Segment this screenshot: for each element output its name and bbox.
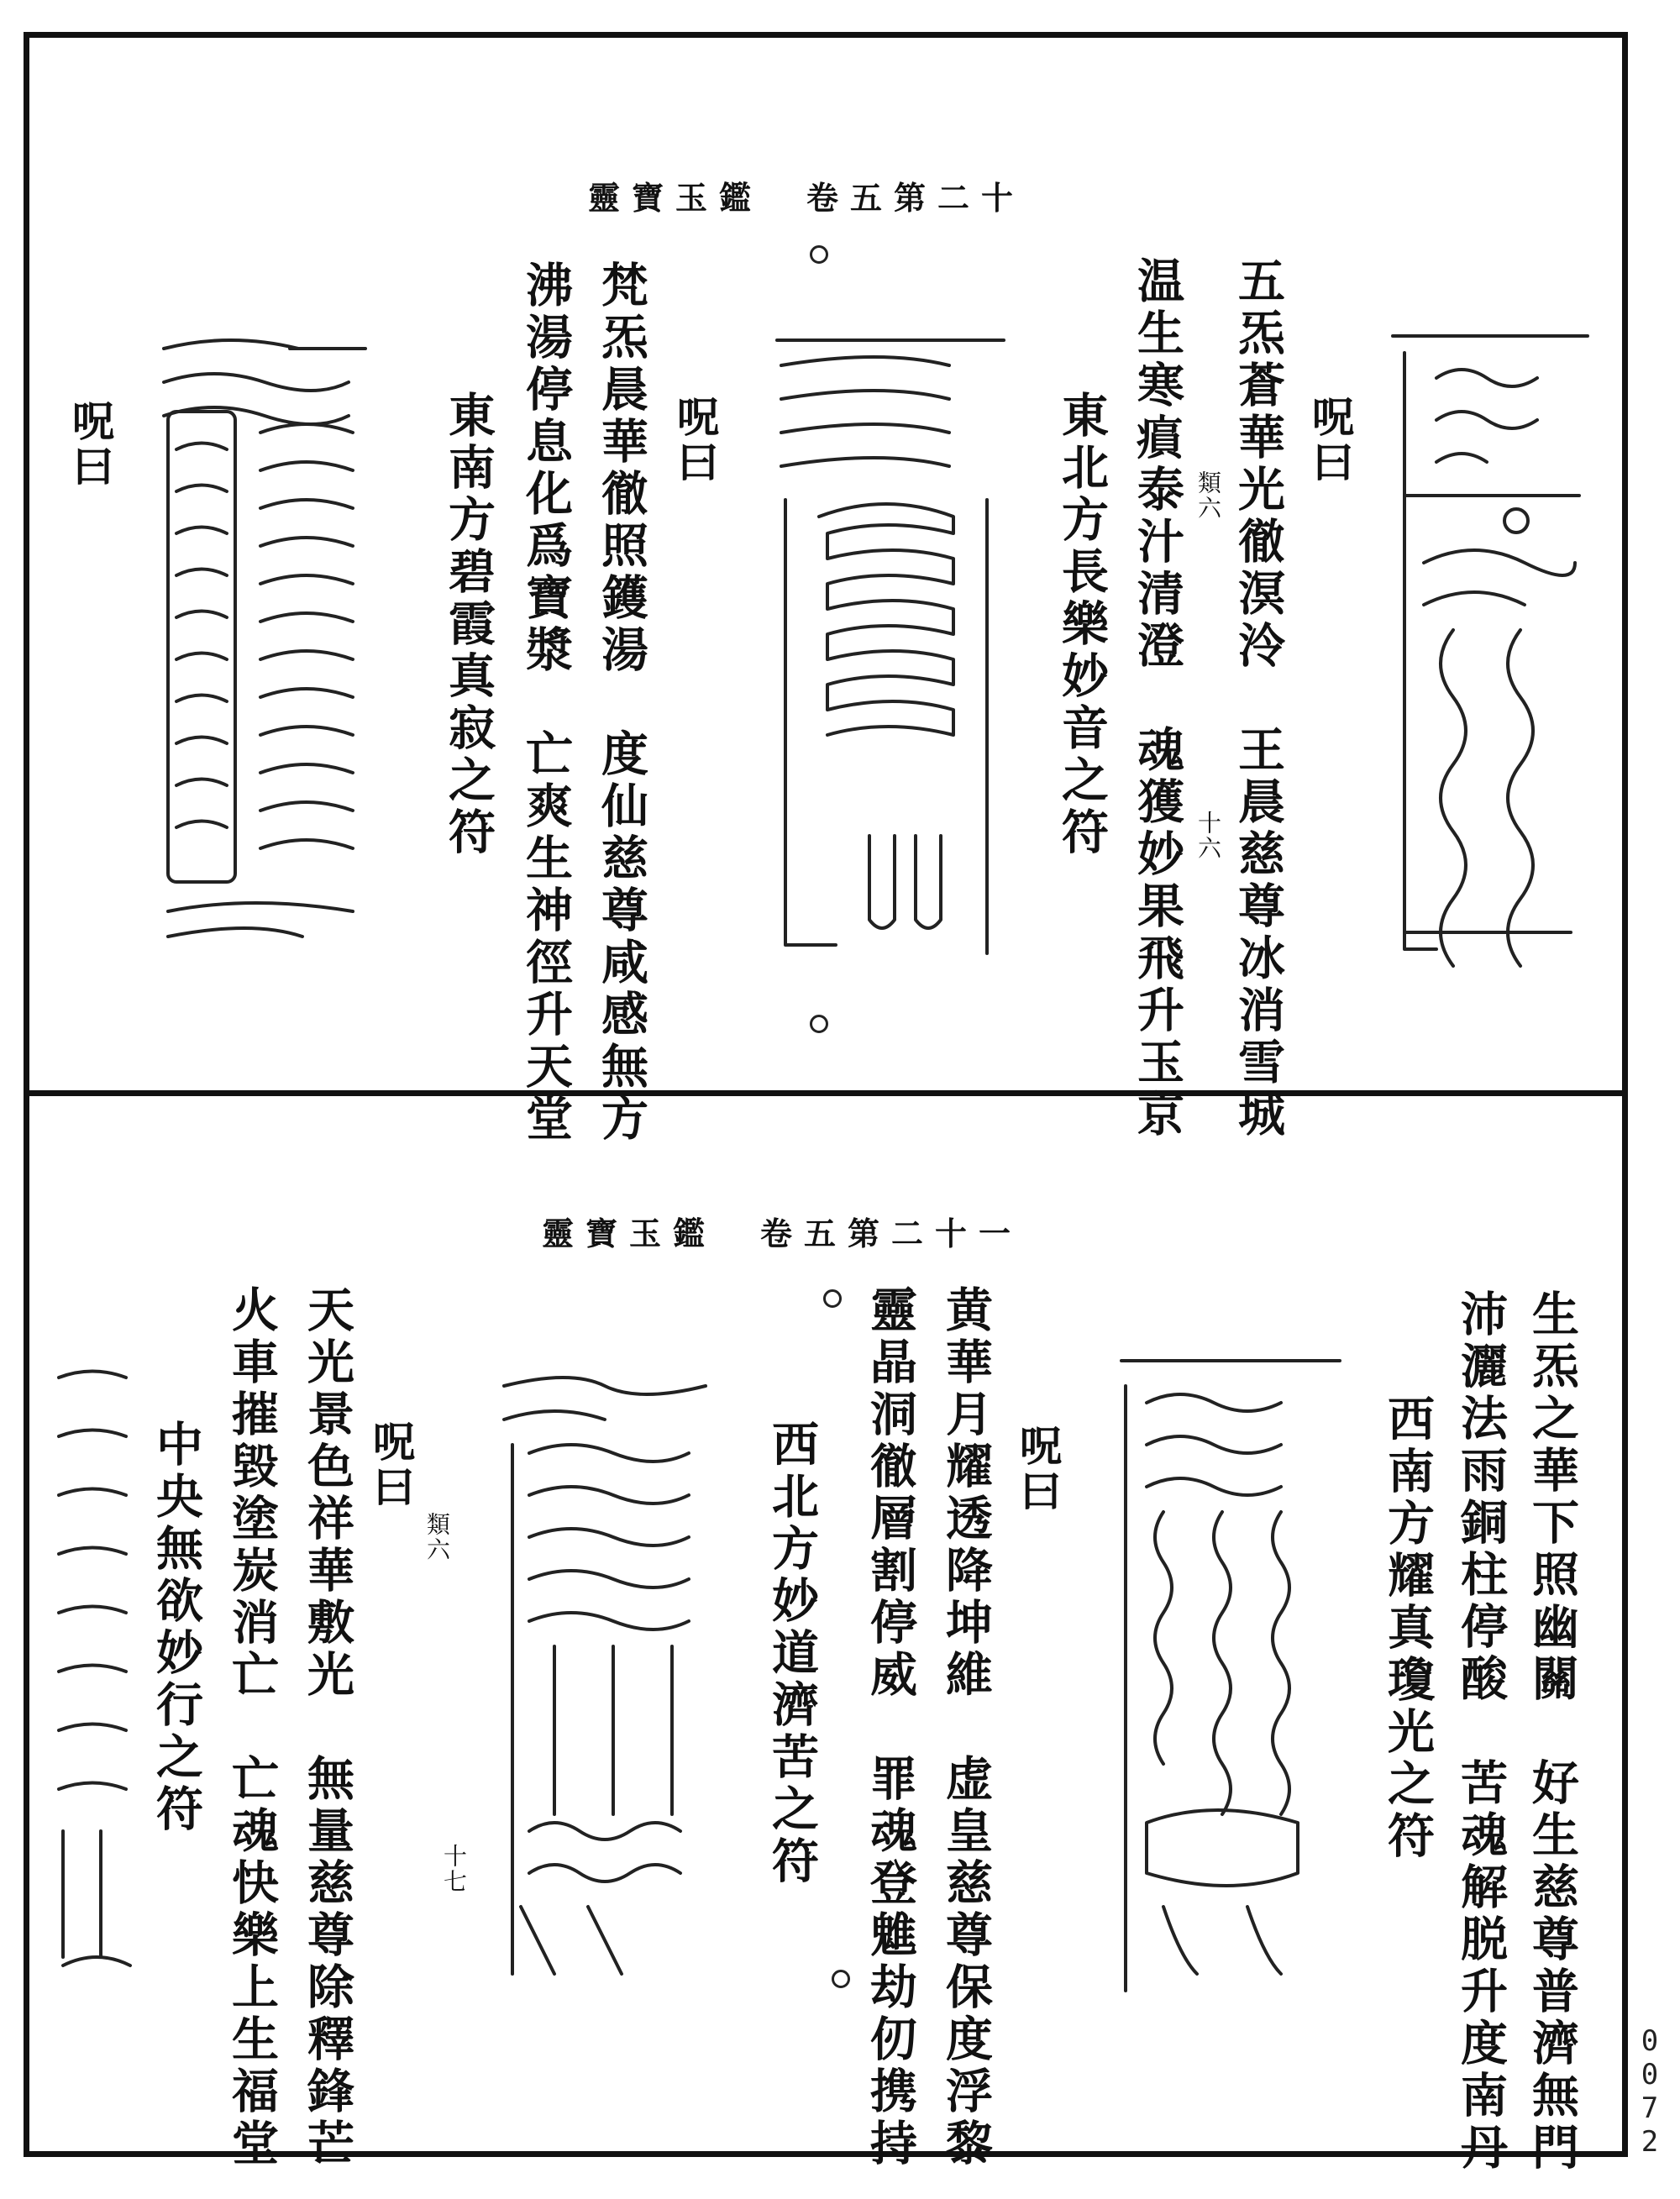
bottom-left-talisman bbox=[50, 1361, 143, 1999]
bottom-small-note-1: 類六 bbox=[423, 1512, 451, 1562]
bottom-right-talisman bbox=[1113, 1352, 1348, 2007]
bottom-col-2: 沛灑法雨銅柱停酸 苦魂解脱升度南丹 bbox=[1453, 1289, 1509, 2175]
bottom-col-7: 天光景色祥華敷光 無量慈尊除釋鋒芒 bbox=[300, 1285, 355, 2170]
top-col-4: 梵炁晨華徹照鑊湯 度仙慈尊咸感無方 bbox=[594, 260, 649, 1146]
top-mark-circle-1 bbox=[810, 245, 828, 264]
top-zhou-3: 呪曰 bbox=[66, 399, 115, 490]
bottom-col-5: 靈晶洞徹層割停威 罪魂登魋劫仞携持 bbox=[863, 1285, 918, 2170]
page-number: 0072 bbox=[1633, 2024, 1667, 2159]
bottom-mark-circle-1 bbox=[823, 1289, 842, 1308]
top-col-3: 東北方長樂妙音之符 bbox=[1054, 391, 1110, 859]
top-col-1: 五炁蒼華光徹溟泠 王晨慈尊冰消雪城 bbox=[1231, 256, 1286, 1141]
top-zhou-1: 呪曰 bbox=[1305, 395, 1355, 485]
bottom-col-1: 生炁之華下照幽關 好生慈尊普濟無門 bbox=[1525, 1289, 1580, 2175]
bottom-col-3: 西南方耀真瓊光之符 bbox=[1380, 1394, 1436, 1863]
bottom-zhou-2: 呪曰 bbox=[366, 1420, 416, 1510]
top-small-note-2: 十六 bbox=[1194, 811, 1222, 861]
top-col-6: 東南方碧霞真寂之符 bbox=[441, 391, 496, 859]
top-col-5: 沸湯停息化爲寶漿 亡爽生神徑升天堂 bbox=[518, 260, 574, 1146]
bottom-zhou-1: 呪曰 bbox=[1013, 1424, 1063, 1514]
page-divider bbox=[24, 1090, 1628, 1096]
bottom-col-9: 中央無欲妙行之符 bbox=[149, 1420, 204, 1836]
top-small-note-1: 類六 bbox=[1194, 470, 1222, 521]
top-zhou-2: 呪曰 bbox=[670, 395, 720, 485]
top-mark-circle-2 bbox=[810, 1015, 828, 1033]
bottom-mark-circle-2 bbox=[832, 1970, 850, 1988]
bottom-small-note-2: 十七 bbox=[440, 1844, 468, 1894]
top-page-header: 靈寶玉鑑 卷五第二十 bbox=[588, 179, 1026, 217]
top-col-2: 温生寒𤸫泰汁清澄 魂獲妙果飛升玉京 bbox=[1130, 256, 1185, 1141]
bottom-col-6: 西北方妙道濟苦之符 bbox=[764, 1420, 820, 1888]
top-right-talisman bbox=[1386, 328, 1596, 966]
bottom-middle-talisman bbox=[496, 1361, 714, 1999]
top-left-talisman bbox=[155, 332, 374, 953]
bottom-col-8: 火車摧毀塗炭消亡 亡魂快樂上生福堂 bbox=[224, 1285, 280, 2170]
bottom-page-header: 靈寶玉鑑 卷五第二十一 bbox=[542, 1215, 1023, 1252]
bottom-col-4: 黄華月耀透降坤維 虚皇慈尊保度浮黎 bbox=[938, 1285, 994, 2170]
top-middle-talisman bbox=[769, 332, 1012, 970]
